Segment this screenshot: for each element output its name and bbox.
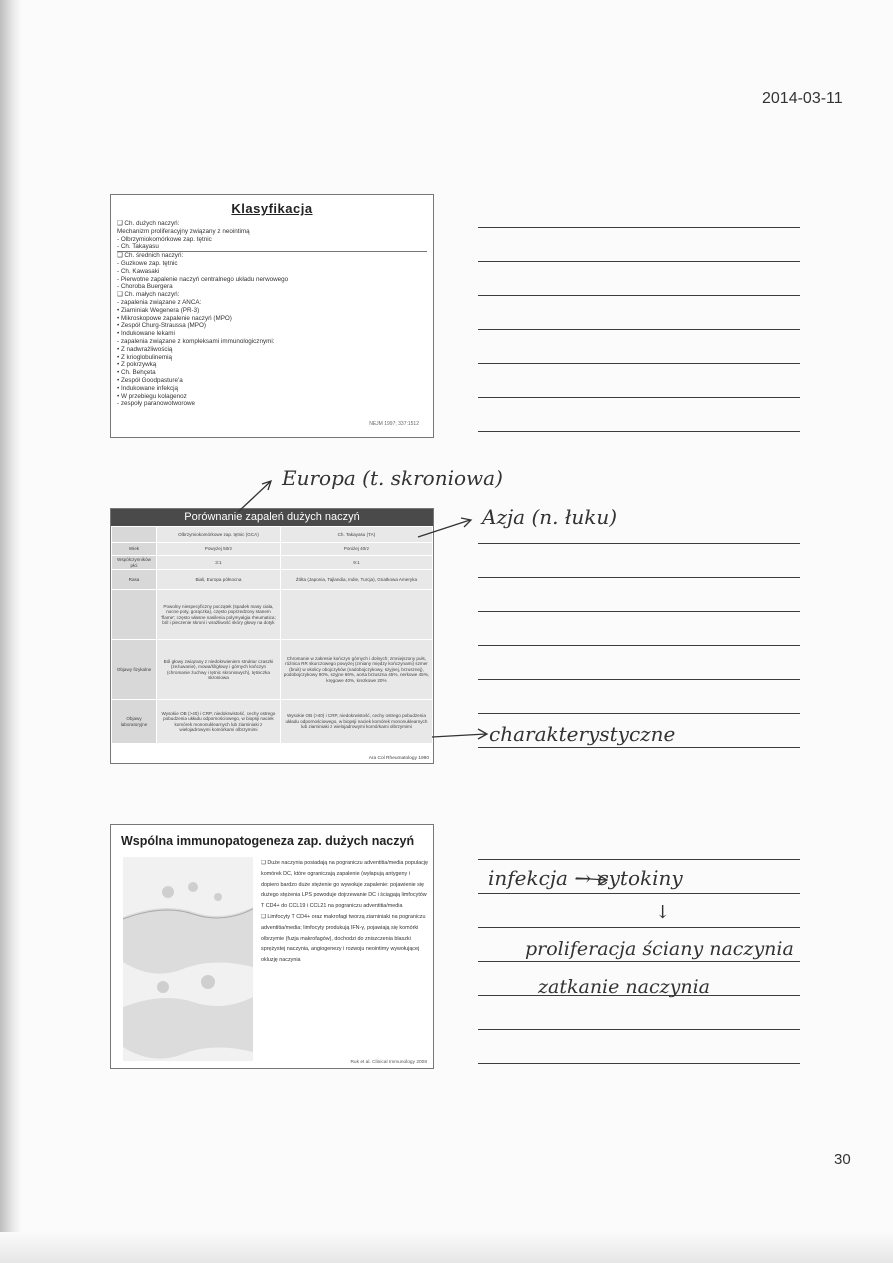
slide-title: Porównanie zapaleń dużych naczyń — [111, 509, 433, 526]
list-item: Mechanizm proliferacyjny związany z neointimą — [117, 227, 250, 235]
note-charakterystyczne: charakterystyczne — [489, 722, 676, 746]
list-item: ❑ Duże naczynia posiadają na pograniczu adventitia/media populację komórek DC, które ograniczają zapalenie (wyłapują antygeny i dopiero bardzo duże stężenie go wywołuje zapalenie: pojawienie się dużego stężenia LPS powoduje dojrzewanie DC i ściągają limfocytów T CD4+ do CCL19 i CCL21 na pograniczu adventitia/media — [261, 860, 428, 910]
table-cell: Wiek — [112, 543, 157, 556]
list-item: • Zespół Goodpasture'a — [117, 376, 183, 384]
table-cell: Żółta (Japonia, Tajlandia, Indie, Turcja), Gnatkowa Ameryka — [280, 570, 432, 590]
note-arrow-down: ↓ — [655, 902, 671, 923]
list-item: ❑ Ch. dużych naczyń: — [117, 220, 180, 227]
table-cell: Poniżej 40rz — [280, 543, 432, 556]
table-cell: Wysokie OB (>40) i CRP, niedokrwistość, cechy ostrego pobudzenia układu odpornościowego, w biopsji naciek komórek mononuklearnych lub ziarniniaki z wielojadrowymi komórkami olbrzymimi — [157, 700, 281, 744]
list-item: • Mikroskopowe zapalenie naczyń (MPO) — [117, 314, 232, 322]
bullet-text: Duże naczynia posiadają na pograniczu adventitia/media populację komórek DC, które ograniczają zapalenie (wyłapują antygeny i dopiero bardzo duże stężenie go wywołuje zapalenie: pojawienie się dużego stężenia LPS powoduje dojrzewanie DC i ściągają limfocytów T CD4+ do CCL19 i CCL21 na pograniczu adventitia/media — [261, 860, 428, 910]
table-cell: Objawy laboratoryjne — [112, 700, 157, 744]
list-item: - Pierwotne zapalenie naczyń centralnego układu nerwowego — [117, 275, 289, 283]
page-number: 30 — [834, 1151, 851, 1168]
table-cell: 3:1 — [157, 556, 281, 570]
note-infekcja: infekcja → cytokiny — [488, 866, 683, 890]
table-cell: Objawy fizykalne — [112, 640, 157, 700]
list-item: • Indukowane infekcją — [117, 384, 179, 392]
note-proliferacja: proliferacja ściany naczynia — [525, 938, 794, 960]
list-item: • W przebiegu kolagenoz — [117, 392, 187, 400]
slide-reference: Ara Col Rheumatology 1990 — [368, 756, 429, 761]
note-europa: Europa (t. skroniowa) — [282, 466, 503, 490]
note-azja: Azja (n. łuku) — [482, 505, 618, 529]
list-item: - Choroba Buergera — [117, 283, 173, 291]
list-item: - Olbrzymiokomórkowe zap. tętnic — [117, 235, 212, 243]
list-item: • Indukowane lekami — [117, 330, 175, 338]
slide-reference: Ruk et al. Clinical Immunology 2008 — [350, 1060, 427, 1065]
bullet-text: Limfocyty T CD4+ oraz makrofagi tworzą ziarniniaki na pograniczu adventitia/media; limfocyty produkują IFN-γ, pojawiają się komórki olbrzymie (fuzja makrofagów), dochodzi do zniszczenia blaszki sprężystej naczynia, angiogenezy i rozwoju neointimy wywołującej okluzję naczynia — [261, 913, 426, 964]
slide-title: Klasyfikacja — [231, 201, 313, 216]
table-cell: 9:1 — [280, 556, 432, 570]
table-header-cell: Ch. Takayasu (TA) — [280, 527, 432, 543]
list-item: - Ch. Takayasu — [117, 243, 427, 252]
table-cell: Rasa — [112, 570, 157, 590]
list-item: • Z nadwrażliwością — [117, 345, 173, 353]
list-item: - zapalenia związane z kompleksami immunologicznymi: — [117, 337, 275, 345]
table-cell: Współczynników płci — [112, 556, 157, 570]
table-cell: Ból głowy związany z niedokrwieniem struktur czaszki (zeżuwanie), mowa/śl/głowy i górnych kończyn (chromanie żuchwy i tętnic skroniowych), tętniczka skroniowa — [157, 640, 281, 700]
list-item: • Z pokrzywką — [117, 361, 157, 369]
print-date: 2014-03-11 — [762, 90, 843, 107]
list-item: - Guzkowe zap. tętnic — [117, 259, 178, 267]
list-item: ❑ Ch. średnich naczyń: — [117, 252, 184, 260]
list-item: ❑ Ch. małych naczyń: — [117, 291, 180, 299]
slide-reference: NEJM 1997; 337:1512 — [369, 421, 419, 427]
list-item: - Ch. Kawasaki — [117, 267, 160, 275]
table-cell: Powolny niespecyficzny początek (spadek masy ciała, nocne poty, gorączka), często poprzedzony stanem 'flame'; często własne nasilenia polymyalgia rheumatica; ból i pieczenie skroni i wrażliwość skóry głowy na dotyk — [157, 590, 281, 640]
list-item: • Zespół Churg-Straussa (MPO) — [117, 322, 206, 330]
table-cell: Wysokie OB (>40) i CRP, niedokrwistość, cechy ostrego pobudzenia układu odpornościowego, w biopsji naciek komórek mononuklearnych lub ziarniniaki z wielojadrowymi komórkami olbrzymimi — [280, 700, 432, 744]
list-item: • Z krioglobulinemią — [117, 353, 173, 361]
table-cell: Chromanie w zakresie kończyn górnych i dolnych; zmniejszony puls, różnica RR skurczowego powyżej (zmiany między kończynami) szmer (bruit) w okolicy obojczyków (nadobojczykowy, szyjnej, brzusznej), podobojczykowy 90%, szyjne 66%, aorta brzuszna 45%, nerkowe 45%, kręgowe 40%, krezkowe 20% — [280, 640, 432, 700]
note-zatkanie: zatkanie naczynia — [538, 976, 711, 998]
slide-title: Wspólna immunopatogeneza zap. dużych naczyń — [121, 834, 415, 848]
list-item: - zespoły paranowotworowe — [117, 400, 196, 408]
list-item: ❑ Limfocyty T CD4+ oraz makrofagi tworzą ziarniniaki na pograniczu adventitia/media; limfocyty produkują IFN-γ, pojawiają się komórki olbrzymie (fuzja makrofagów), dochodzi do zniszczenia blaszki sprężystej naczynia, angiogenezy i rozwoju neointimy wywołującej okluzję naczynia — [261, 913, 426, 964]
table-cell: Powyżej 50rz — [157, 543, 281, 556]
list-item: - zapalenia związane z ANCA: — [117, 298, 202, 306]
list-item: • Ziarniniak Wegenera (PR-3) — [117, 306, 200, 314]
table-header-cell: Olbrzymiokomórkowe zap. tętnic (GCA) — [157, 527, 281, 543]
list-item: • Ch. Behçeta — [117, 369, 156, 377]
table-cell: Biali, Europa północna — [157, 570, 281, 590]
